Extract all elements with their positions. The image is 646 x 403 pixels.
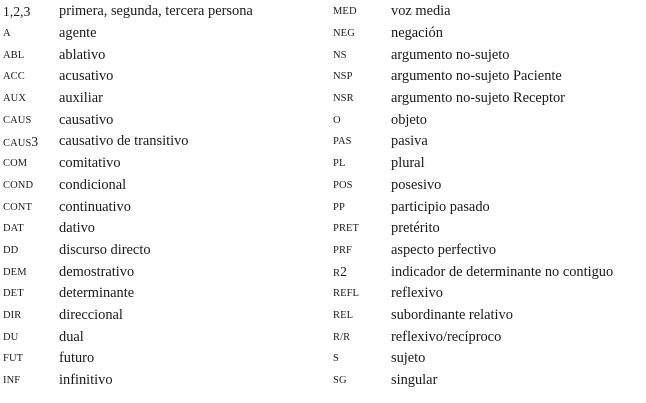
abbreviation-code: A (3, 28, 11, 40)
abbreviation-row (333, 196, 613, 218)
abbreviation-definition: voz media (391, 3, 451, 20)
abbreviation-code: CAUS3 (3, 133, 39, 149)
abbreviation-code: NS (333, 49, 347, 61)
abbreviation-row (333, 88, 613, 110)
abbreviation-definition: ablativo (59, 46, 106, 63)
abbreviation-definition: demostrativo (59, 263, 135, 280)
abbreviation-code: REFL (333, 288, 360, 300)
abbreviation-row (333, 153, 613, 175)
abbreviation-definition: comitativo (59, 155, 121, 172)
abbreviation-definition: agente (59, 25, 97, 42)
abbreviation-code: COM (3, 158, 28, 170)
abbreviation-row (333, 283, 613, 305)
abbreviation-code: ACC (3, 71, 25, 83)
abbreviation-code: DIR (3, 309, 22, 321)
abbreviation-definition: causativo (59, 111, 114, 128)
abbreviation-row (3, 131, 253, 153)
abbreviation-definition: pasiva (391, 133, 428, 150)
abbreviation-code: MED (333, 6, 357, 18)
abbreviation-code: NEG (333, 28, 355, 40)
abbreviation-definition: infinitivo (59, 372, 113, 389)
abbreviation-row (333, 175, 613, 197)
abbreviation-row (333, 131, 613, 153)
abbreviation-code: PL (333, 158, 346, 170)
abbreviation-definition: participio pasado (391, 198, 490, 215)
abbreviation-definition: objeto (391, 111, 427, 128)
abbreviation-code: PAS (333, 136, 352, 148)
abbreviations-column-right (333, 1, 613, 391)
abbreviation-definition: plural (391, 155, 425, 172)
abbreviation-definition: auxiliar (59, 90, 103, 107)
abbreviation-row (3, 370, 253, 392)
abbreviation-code: 1,2,3 (3, 3, 31, 19)
abbreviation-row (333, 1, 613, 23)
abbreviation-row (3, 1, 253, 23)
abbreviation-row (3, 261, 253, 283)
abbreviation-row (3, 326, 253, 348)
abbreviation-definition: argumento no-sujeto (391, 46, 510, 63)
abbreviation-row (333, 240, 613, 262)
abbreviation-code: PRF (333, 244, 352, 256)
abbreviation-definition: direccional (59, 306, 123, 323)
abbreviation-code: CAUS (3, 114, 32, 126)
abbreviation-code: INF (3, 375, 21, 387)
abbreviation-definition: sujeto (391, 350, 426, 367)
abbreviation-row (3, 218, 253, 240)
abbreviation-definition: reflexivo (391, 285, 443, 302)
abbreviation-definition: causativo de transitivo (59, 133, 189, 150)
abbreviation-code: PRET (333, 223, 360, 235)
abbreviation-definition: primera, segunda, tercera persona (59, 3, 253, 20)
abbreviation-row (3, 196, 253, 218)
abbreviation-code: AUX (3, 93, 27, 105)
abbreviation-row (3, 175, 253, 197)
abbreviation-definition: reflexivo/recíproco (391, 328, 502, 345)
abbreviation-definition: discurso directo (59, 241, 151, 258)
abbreviation-code: R2 (333, 264, 347, 280)
abbreviation-row (333, 261, 613, 283)
abbreviations-column-left (3, 1, 253, 391)
abbreviation-definition: futuro (59, 350, 95, 367)
abbreviation-definition: acusativo (59, 68, 114, 85)
abbreviation-code: SG (333, 375, 347, 387)
abbreviation-row (3, 23, 253, 45)
abbreviation-row (333, 218, 613, 240)
abbreviation-code: DD (3, 244, 19, 256)
abbreviation-definition: dativo (59, 220, 95, 237)
abbreviation-definition: dual (59, 328, 84, 345)
abbreviation-row (3, 348, 253, 370)
abbreviation-code: NSR (333, 93, 354, 105)
abbreviation-definition: posesivo (391, 176, 442, 193)
abbreviation-code: POS (333, 179, 353, 191)
abbreviation-row (333, 348, 613, 370)
abbreviation-row (333, 109, 613, 131)
abbreviation-code: COND (3, 179, 34, 191)
abbreviation-row (3, 109, 253, 131)
abbreviation-row (3, 240, 253, 262)
abbreviation-code: ABL (3, 49, 25, 61)
abbreviation-row (333, 326, 613, 348)
abbreviation-definition: determinante (59, 285, 135, 302)
abbreviation-code: CONT (3, 201, 32, 213)
abbreviation-row (3, 283, 253, 305)
abbreviation-row (333, 305, 613, 327)
abbreviation-row (333, 44, 613, 66)
abbreviation-row (333, 23, 613, 45)
abbreviation-code: FUT (3, 353, 24, 365)
abbreviation-definition: subordinante relativo (391, 306, 513, 323)
abbreviation-definition: indicador de determinante no contiguo (391, 263, 614, 280)
abbreviation-row (333, 370, 613, 392)
abbreviation-row (3, 44, 253, 66)
abbreviation-code: O (333, 114, 341, 126)
abbreviation-definition: negación (391, 25, 443, 42)
abbreviation-row (333, 66, 613, 88)
abbreviation-definition: argumento no-sujeto Paciente (391, 68, 562, 85)
abbreviation-row (3, 88, 253, 110)
abbreviation-definition: pretérito (391, 220, 440, 237)
abbreviation-code: PP (333, 201, 345, 213)
abbreviation-code: DET (3, 288, 24, 300)
abbreviation-definition: aspecto perfectivo (391, 241, 497, 258)
abbreviation-row (3, 305, 253, 327)
abbreviation-code: DU (3, 331, 19, 343)
abbreviation-code: REL (333, 309, 354, 321)
abbreviation-row (3, 153, 253, 175)
abbreviation-code: R/R (333, 331, 351, 343)
abbreviation-code: S (333, 353, 339, 365)
abbreviation-definition: continuativo (59, 198, 131, 215)
abbreviation-code: NSP (333, 71, 353, 83)
abbreviation-row (3, 66, 253, 88)
abbreviation-definition: singular (391, 372, 438, 389)
abbreviation-code: DAT (3, 223, 24, 235)
abbreviation-code: DEM (3, 266, 27, 278)
abbreviation-definition: condicional (59, 176, 127, 193)
abbreviation-definition: argumento no-sujeto Receptor (391, 90, 565, 107)
